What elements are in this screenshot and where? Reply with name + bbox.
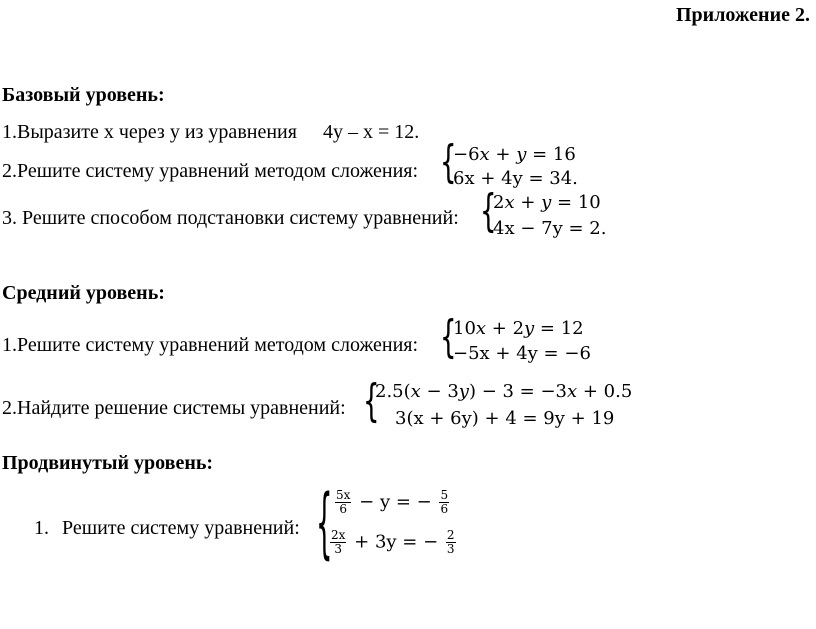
middle-task2-eq1: 2.5(𝑥 − 3𝑦) − 3 = −3𝑥 + 0.5 [375, 381, 633, 402]
fraction-denominator: 3 [446, 542, 455, 557]
fraction-denominator: 3 [334, 542, 343, 557]
basic-task3-eq2: 4x − 7y = 2. [493, 218, 607, 239]
middle-task2-text: 2.Найдите решение системы уравнений: [2, 397, 346, 419]
left-brace-icon: { [316, 481, 333, 570]
basic-level-heading: Базовый уровень: [2, 84, 165, 106]
basic-task3-eq1: 2𝑥 + 𝑦 = 10 [493, 192, 601, 213]
fraction [335, 489, 351, 516]
equation-middle: + 3y = − [354, 531, 439, 553]
advanced-task1-eq1 [333, 489, 451, 516]
middle-task1-eq2: −5x + 4y = −6 [453, 343, 591, 364]
middle-task2-eq2: 3(x + 6y) + 4 = 9y + 19 [395, 408, 615, 429]
basic-task2-text: 2.Решите систему уравнений методом сложения: [2, 160, 419, 182]
advanced-level-heading: Продвинутый уровень: [2, 452, 214, 474]
middle-task1-text: 1.Решите систему уравнений методом сложения: [2, 334, 419, 356]
appendix-label: Приложение 2. [676, 4, 810, 26]
basic-task1-equation: 4у – х = 12. [323, 121, 420, 143]
advanced-task1-eq2 [328, 529, 458, 556]
fraction-numerator: 2 [446, 528, 455, 542]
fraction-denominator: 6 [440, 502, 449, 517]
left-brace-icon: { [440, 312, 457, 365]
fraction-numerator: 5x [336, 488, 351, 502]
basic-task3-text: 3. Решите способом подстановки систему уравнений: [2, 207, 459, 229]
fraction [330, 529, 346, 556]
middle-level-heading: Средний уровень: [2, 282, 165, 304]
basic-task1-text: 1.Выразите х через у из уравнения [2, 121, 297, 143]
fraction-numerator: 5 [440, 488, 449, 502]
fraction-denominator: 6 [339, 502, 348, 517]
fraction-numerator: 2x [331, 528, 346, 542]
left-brace-icon: { [440, 137, 457, 190]
fraction [439, 489, 449, 516]
basic-task2-eq2: 6x + 4y = 34. [453, 168, 578, 189]
basic-task2-eq1: −6𝑥 + 𝑦 = 16 [453, 144, 576, 165]
advanced-task1-text: Решите систему уравнений: [62, 517, 300, 539]
fraction [446, 529, 456, 556]
left-brace-icon: { [480, 186, 497, 239]
advanced-task1-number: 1. [34, 517, 49, 539]
left-brace-icon: { [363, 376, 380, 429]
equation-middle: − y = − [359, 491, 432, 513]
middle-task1-eq1: 10𝑥 + 2𝑦 = 12 [453, 318, 584, 339]
